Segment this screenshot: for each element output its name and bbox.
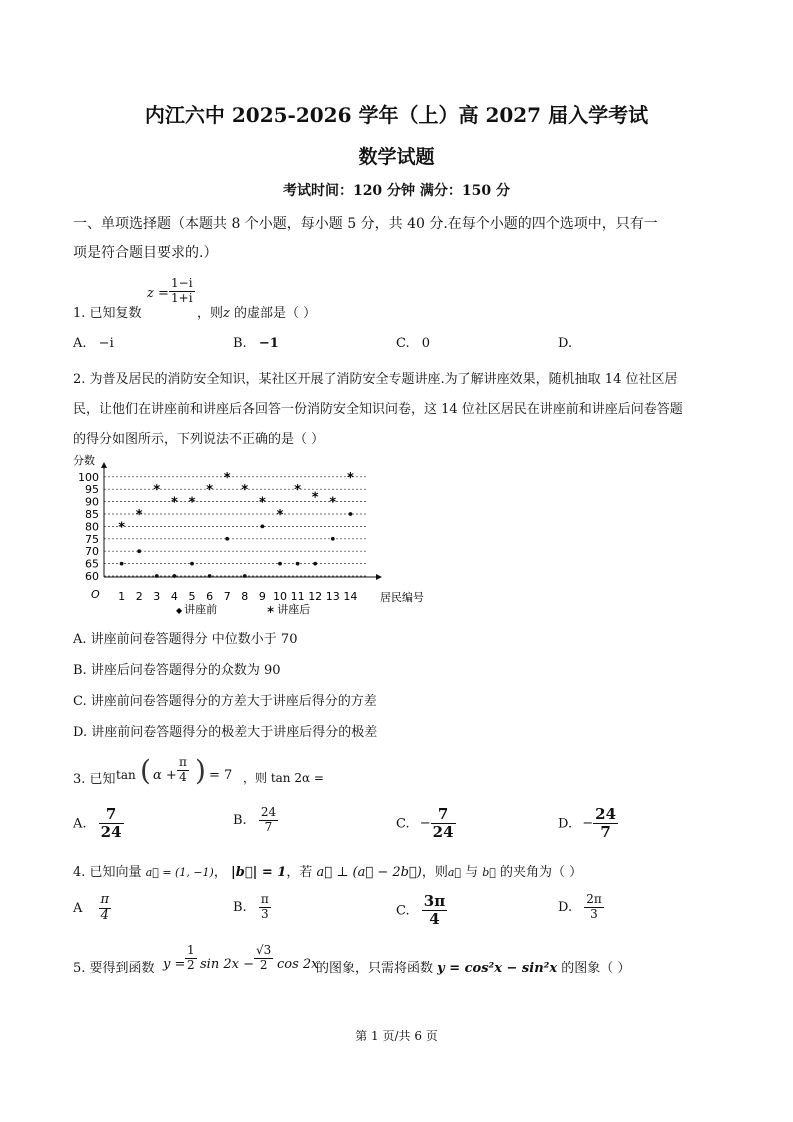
point-after: * bbox=[118, 520, 126, 536]
x-tick-label: 14 bbox=[343, 590, 358, 603]
q1-fraction: $\frac{1-i}{1+i}$ bbox=[171, 276, 193, 305]
q5-half: $\frac{1}{2}$ bbox=[187, 943, 195, 972]
q4-vector-a: a⃗ = (1, −1) bbox=[145, 866, 214, 879]
y-axis-label: 分数 bbox=[73, 454, 95, 467]
x-tick-label: 7 bbox=[223, 590, 231, 603]
q3-eq: = 7 bbox=[209, 768, 233, 783]
point-before bbox=[313, 562, 317, 566]
y-tick-label: 95 bbox=[85, 483, 99, 497]
q3-prefix: 3. 已知 bbox=[73, 772, 116, 787]
q1-option-c[interactable]: C. 0 bbox=[396, 336, 431, 351]
point-before bbox=[173, 574, 177, 578]
point-before bbox=[137, 549, 141, 553]
point-before bbox=[120, 562, 124, 566]
q4-option-c[interactable]: C. $\frac{3\pi}{4}$ bbox=[396, 892, 446, 929]
q4-norm-b: |b⃗| = 1 bbox=[231, 865, 287, 880]
x-tick-label: 6 bbox=[206, 590, 214, 603]
x-tick-label: 1 bbox=[118, 590, 126, 603]
x-tick-label: 12 bbox=[308, 590, 323, 603]
exam-info: 考试时间：120 分钟 满分：150 分 bbox=[282, 183, 511, 199]
point-before bbox=[296, 562, 300, 566]
q4-perpendicular: a⃗ ⊥ (a⃗ − 2b⃗) bbox=[316, 865, 422, 880]
y-axis-arrow bbox=[101, 462, 107, 468]
y-tick-label: 85 bbox=[85, 508, 99, 521]
x-tick-label: 4 bbox=[170, 590, 178, 603]
q4-option-b[interactable]: B. $\frac{\pi}{3}$ bbox=[233, 892, 269, 921]
y-tick-labels bbox=[78, 471, 99, 583]
q2-option-d[interactable]: D. 讲座前问卷答题得分的极差大于讲座后得分的极差 bbox=[73, 725, 378, 740]
q2-option-a[interactable]: A. 讲座前问卷答题得分 中位数小于 70 bbox=[73, 632, 298, 647]
point-before bbox=[261, 525, 265, 529]
q3-option-d[interactable]: D. − $\frac{24}{7}$ bbox=[558, 805, 617, 842]
point-after: * bbox=[294, 483, 302, 499]
q2-line2: 民，让他们在讲座前和讲座后各回答一份消防安全知识问卷，这 14 位社区居民在讲座前和讲座后问卷答题 bbox=[73, 402, 683, 417]
legend-before: ◆ 讲座前 bbox=[176, 603, 218, 616]
point-before bbox=[208, 574, 212, 578]
question-4: 4. 已知向量 a⃗ = (1, −1)， |b⃗| = 1，若 a⃗ ⊥ (a⃗ − 2b⃗)，则a⃗ 与 b⃗ 的夹角为（ ） bbox=[73, 865, 583, 880]
y-tick-label: 100 bbox=[78, 470, 99, 484]
y-tick-label: 70 bbox=[85, 545, 99, 559]
point-after: * bbox=[311, 490, 319, 506]
q3-alpha: α + bbox=[153, 768, 177, 783]
point-after: * bbox=[346, 470, 354, 486]
q1-suffix: ，则z 的虚部是（ ） bbox=[197, 306, 317, 321]
y-tick-label: 65 bbox=[85, 557, 99, 571]
q2-line1: 2. 为普及居民的消防安全知识，某社区开展了消防安全专题讲座.为了解讲座效果，随机抽取 14 位社区居 bbox=[73, 372, 678, 387]
page-footer: 第 1 页/共 6 页 bbox=[355, 1029, 438, 1043]
series-before bbox=[120, 512, 353, 578]
point-after: * bbox=[276, 508, 284, 523]
point-before bbox=[331, 537, 335, 541]
q3-suffix: ，则 tan 2α = bbox=[243, 771, 324, 785]
point-after: * bbox=[258, 495, 266, 511]
x-tick-label: 9 bbox=[258, 590, 266, 603]
q1-option-b[interactable]: B. −1 bbox=[233, 336, 279, 351]
q5-sqrt3-over-2: $\frac{√3}{2}$ bbox=[256, 943, 272, 972]
q2-line3: 的得分如图所示，下列说法不正确的是（ ） bbox=[73, 432, 325, 447]
y-tick-label: 75 bbox=[85, 532, 99, 546]
point-before bbox=[278, 562, 282, 566]
point-before bbox=[243, 574, 247, 578]
q1-option-a[interactable]: A. −i bbox=[73, 336, 114, 351]
x-tick-label: 10 bbox=[273, 590, 287, 603]
q3-option-a[interactable]: A. $\frac{7}{24}$ bbox=[73, 805, 122, 842]
series-after bbox=[118, 471, 354, 536]
q2-option-c[interactable]: C. 讲座前问卷答题得分的方差大于讲座后得分的方差 bbox=[73, 694, 377, 709]
q3-option-b[interactable]: B. $\frac{24}{7}$ bbox=[233, 805, 277, 834]
exam-title: 内江六中 2025-2026 学年（上）高 2027 届入学考试 bbox=[144, 103, 649, 127]
point-after: * bbox=[153, 483, 161, 499]
exam-subtitle: 数学试题 bbox=[358, 146, 435, 168]
q3-rparen: ) bbox=[195, 754, 206, 787]
chart-gridlines bbox=[104, 477, 368, 576]
y-tick-label: 80 bbox=[85, 520, 99, 534]
legend-after: ∗ 讲座后 bbox=[266, 603, 311, 616]
x-tick-label: 3 bbox=[153, 590, 161, 603]
q4-option-a[interactable]: A $\frac{\pi}{4}$ bbox=[73, 892, 110, 923]
point-after: * bbox=[329, 495, 337, 511]
y-tick-label: 90 bbox=[85, 495, 99, 509]
y-tick-label: 60 bbox=[85, 570, 99, 583]
q4-option-d[interactable]: D. $\frac{2\pi}{3}$ bbox=[558, 892, 602, 921]
q3-lparen: ( bbox=[140, 754, 151, 787]
q2-option-b[interactable]: B. 讲座后问卷答题得分的众数为 90 bbox=[73, 663, 281, 678]
point-before bbox=[190, 562, 194, 566]
point-after: * bbox=[170, 495, 178, 511]
point-after: * bbox=[241, 483, 249, 499]
x-tick-label: 8 bbox=[241, 590, 249, 603]
point-after: * bbox=[135, 508, 143, 523]
q1-z-eq: z = bbox=[147, 286, 169, 301]
q3-pi-over-4: $\frac{\pi}{4}$ bbox=[179, 755, 187, 784]
origin-label: O bbox=[91, 588, 100, 601]
q3-option-c[interactable]: C. − $\frac{7}{24}$ bbox=[396, 805, 454, 842]
q1-option-d[interactable]: D. bbox=[558, 336, 573, 351]
x-axis-arrow bbox=[376, 574, 382, 580]
point-after: * bbox=[206, 483, 214, 499]
x-axis-label: 居民编号 bbox=[380, 591, 424, 604]
score-scatter-chart bbox=[68, 450, 424, 620]
x-tick-label: 5 bbox=[188, 590, 196, 603]
section1-intro-line2: 项是符合题目要求的.） bbox=[73, 245, 218, 261]
point-before bbox=[349, 512, 353, 516]
point-after: * bbox=[188, 495, 196, 511]
point-after: * bbox=[223, 470, 231, 486]
x-tick-label: 2 bbox=[135, 590, 143, 603]
point-before bbox=[225, 537, 229, 541]
q1-prefix: 1. 已知复数 bbox=[73, 306, 142, 321]
x-tick-label: 13 bbox=[325, 590, 340, 603]
x-tick-label: 11 bbox=[290, 590, 305, 603]
q5-target-function: y = cos²x − sin²x bbox=[437, 961, 558, 976]
point-before bbox=[155, 574, 159, 578]
section1-intro-line1: 一、单项选择题（本题共 8 个小题，每小题 5 分，共 40 分.在每个小题的四个选项中，只有一 bbox=[73, 216, 658, 232]
q3-tan: tan bbox=[116, 768, 136, 782]
x-tick-labels bbox=[118, 590, 357, 603]
